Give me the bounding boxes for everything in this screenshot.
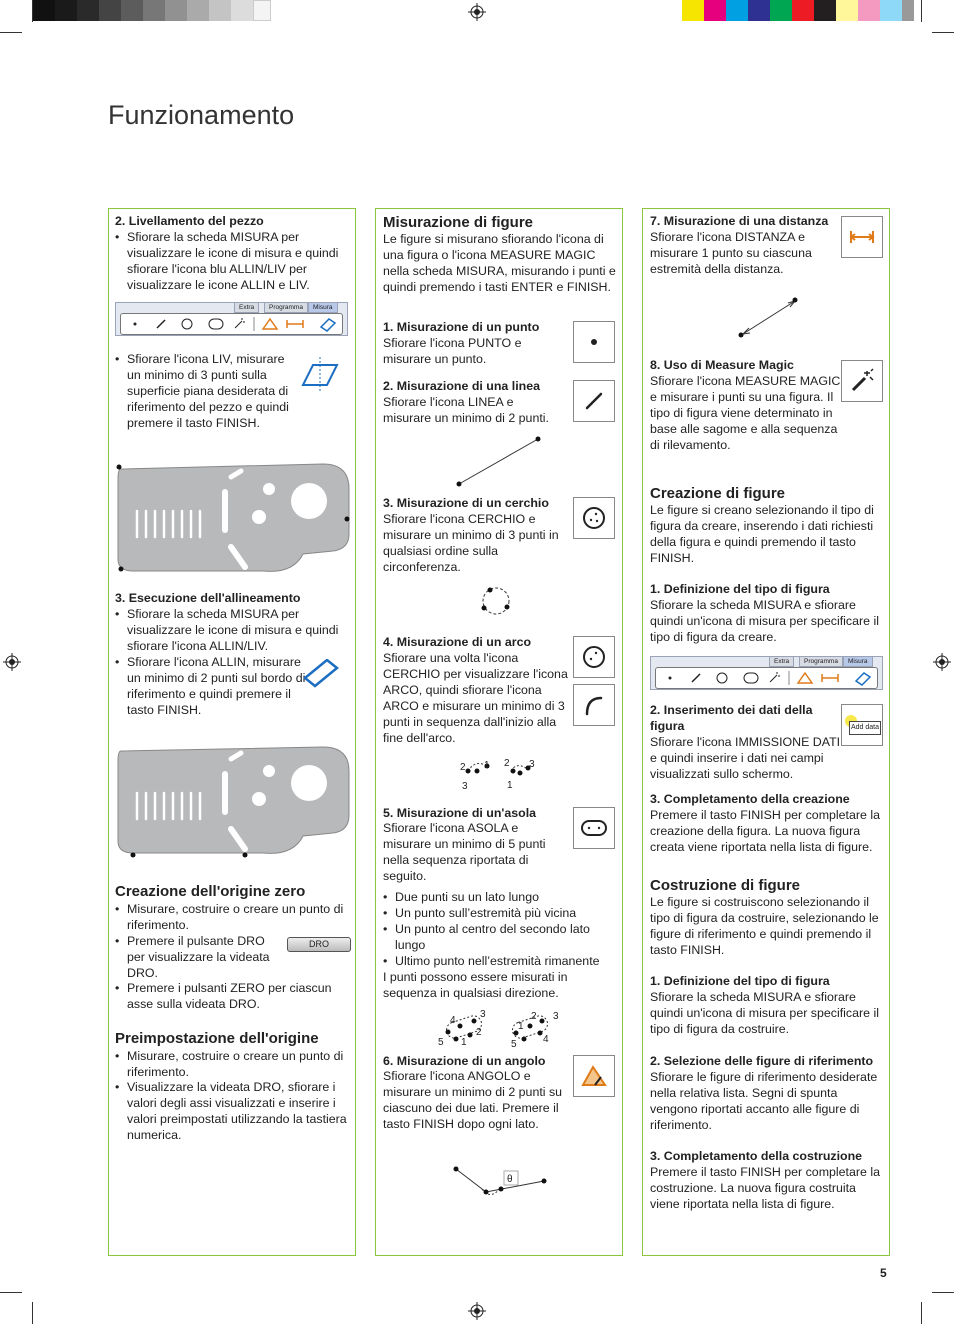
section-title: 3. Esecuzione dell'allineamento — [115, 591, 301, 605]
registration-mark-icon — [3, 653, 21, 671]
section-title: 6. Misurazione di un angolo — [383, 1054, 546, 1068]
distance-icon[interactable] — [841, 216, 883, 258]
body-text: Sfiorare l'icona MEASURE MAGIC e misurare i punti su una figura. Il tipo di figura viene determinato in base alle sagome e alla sequenza di rilevamento. — [650, 374, 841, 452]
section-heading: Costruzione di figure — [650, 877, 800, 894]
intro-text: Le figure si creano selezionando il tipo di figura da creare, inserendo i dati richiesti della figura e quindi premendo il tasto FINISH. — [650, 503, 874, 565]
point-icon — [134, 323, 137, 326]
slot-label: 4 — [543, 1034, 549, 1045]
section-title: 1. Definizione del tipo di figura — [650, 582, 830, 596]
magic-wand-icon — [235, 319, 244, 328]
body-text: Premere il tasto FINISH per completare la creazione della figura. La nuova figura creata viene riportata nella lista di figure. — [650, 808, 880, 854]
tab-misura[interactable]: Misura — [843, 656, 873, 667]
bullet-text: • Visualizzare la videata DRO, sfiorare i valori degli assi visualizzati e inserire i valori preimpostati utilizzando la tastiera numerica. — [115, 1080, 355, 1144]
tab-misura[interactable]: Misura — [308, 302, 338, 313]
slot-label: 2 — [531, 1011, 537, 1022]
align-level-icon — [321, 319, 335, 331]
distance-diagram — [733, 294, 803, 344]
circle-icon[interactable] — [573, 636, 615, 678]
arc-icon[interactable] — [573, 684, 615, 726]
arc-diagram — [456, 754, 546, 794]
angle-icon — [263, 319, 277, 329]
data-entry-icon[interactable] — [841, 704, 883, 746]
magic-wand-icon — [770, 673, 779, 682]
body-text: Sfiorare l'icona ANGOLO e misurare un minimo di 2 punti su ciascuno dei due lati. Premere il tasto FINISH dopo ogni lato. — [383, 1069, 563, 1131]
section-title: 2. Inserimento dei dati della figura — [650, 703, 813, 733]
slot-icon — [209, 319, 223, 329]
slot-label: 4 — [450, 1015, 456, 1026]
distance-icon — [822, 674, 838, 682]
bullet-text: • Un punto al centro del secondo lato lungo — [383, 922, 617, 954]
slot-label: 1 — [518, 1021, 524, 1032]
body-text: Sfiorare le figure di riferimento desiderate nella relativa lista. Segni di spunta vengono riportati accanto alle figure di riferimento. — [650, 1070, 878, 1132]
slot-label: 1 — [461, 1037, 467, 1048]
slot-label: 3 — [480, 1009, 486, 1020]
intro-text: Le figure si costruiscono selezionando il tipo di figura da costruire, selezionando le figure di riferimento e quindi premendo il tasto FINISH. — [650, 895, 879, 957]
registration-mark-icon — [933, 653, 951, 671]
angle-diagram — [446, 1159, 556, 1209]
toolbar-icons — [655, 667, 878, 689]
align-level-icon — [856, 673, 870, 685]
body-text: Sfiorare l'icona CERCHIO e misurare un minimo di 3 punti in qualsiasi ordine sulla circonferenza. — [383, 512, 559, 574]
circle-icon — [717, 673, 727, 683]
body-text: Sfiorare la scheda MISURA e sfiorare quindi un'icona di misura per specificare il tipo di figura da costruire. — [650, 990, 879, 1036]
bullet-text: • Sfiorare l'icona LIV, misurare un minimo di 3 punti sulla superficie piana desiderata di riferimento del pezzo e quindi premere il tasto FINISH. — [115, 352, 297, 432]
body-text: I punti possono essere misurati in sequenza in qualsiasi direzione. — [383, 970, 568, 1000]
line-icon — [157, 320, 165, 328]
slot-label: 3 — [553, 1011, 559, 1022]
section-title: 2. Selezione delle figure di riferimento — [650, 1054, 874, 1068]
slot-icon[interactable] — [573, 807, 615, 849]
measure-toolbar — [115, 302, 348, 336]
slot-label: 5 — [438, 1037, 444, 1048]
section-title: 1. Misurazione di un punto — [383, 320, 540, 334]
line-icon — [692, 674, 700, 682]
slot-diagram — [436, 1007, 566, 1049]
circle-diagram — [476, 586, 516, 616]
distance-icon — [287, 320, 303, 328]
arc-label: 2 — [504, 758, 510, 769]
body-text: Sfiorare l'icona PUNTO e misurare un punto. — [383, 336, 522, 366]
body-text: Premere il tasto FINISH per completare la costruzione. La nuova figura costruita viene riportata nella lista di figure. — [650, 1165, 880, 1211]
section-title: 1. Definizione del tipo di figura — [650, 974, 830, 988]
tab-extra[interactable]: Extra — [234, 302, 259, 313]
slot-label: 5 — [511, 1039, 517, 1049]
angle-icon[interactable] — [573, 1055, 615, 1097]
magic-wand-icon[interactable] — [841, 360, 883, 402]
section-heading: Creazione di figure — [650, 485, 786, 502]
body-text: Sfiorare l'icona ASOLA e misurare un minimo di 5 punti nella sequenza riportata di seguito. — [383, 821, 546, 883]
section-title: 7. Misurazione di una distanza — [650, 214, 829, 228]
bullet-text: • Misurare, costruire o creare un punto di riferimento. — [115, 902, 355, 934]
tab-extra[interactable]: Extra — [769, 656, 794, 667]
arc-label: 2 — [460, 762, 466, 773]
workpiece-drawing — [113, 743, 353, 859]
align-icon — [299, 659, 341, 689]
section-title: 2. Misurazione di una linea — [383, 379, 540, 393]
dro-button[interactable]: DRO — [287, 937, 351, 952]
line-icon[interactable] — [573, 380, 615, 422]
section-title: 2. Livellamento del pezzo — [115, 214, 264, 228]
tab-programma[interactable]: Programma — [799, 656, 843, 667]
arc-label: 1 — [484, 760, 490, 771]
bullet-text: • Sfiorare la scheda MISURA per visualizzare le icone di misura e quindi sfiorare l'icona ALLIN/LIV. — [115, 607, 355, 655]
point-icon[interactable] — [573, 321, 615, 363]
bullet-text: • Sfiorare la scheda MISURA per visualizzare le icone di misura e quindi sfiorare l'icona blu ALLIN/LIV per visualizzare le icone ALLIN e LIV. — [115, 230, 355, 294]
slot-label: 2 — [476, 1027, 482, 1038]
body-text: Sfiorare una volta l'icona CERCHIO per visualizzare l'icona ARCO, quindi sfiorare l'icona ARCO e misurare un minimo di 3 punti in sequenza dall'inizio alla fine dell'arco. — [383, 651, 568, 745]
section-title: 5. Misurazione di un'asola — [383, 806, 537, 820]
section-heading: Preimpostazione dell'origine — [115, 1030, 319, 1047]
intro-text: Le figure si misurano sfiorando l'icona di una figura o l'icona MEASURE MAGIC nella scheda MISURA, misurando i punti e quindi premendo i tasti ENTER e FINISH. — [383, 232, 616, 294]
column-measure-features — [375, 208, 623, 1256]
body-text: Sfiorare l'icona IMMISSIONE DATI e quindi inserire i dati nei campi visualizzati sullo schermo. — [650, 735, 841, 781]
bullet-text: • Premere i pulsanti ZERO per ciascun asse sulla videata DRO. — [115, 981, 355, 1013]
column-create-construct — [642, 208, 890, 1256]
tab-programma[interactable]: Programma — [264, 302, 308, 313]
workpiece-drawing — [113, 459, 353, 577]
line-diagram — [451, 434, 546, 489]
arc-label: 3 — [529, 759, 535, 770]
arc-label: 3 — [462, 781, 468, 792]
section-heading: Creazione dell'origine zero — [115, 883, 306, 900]
page-number: 5 — [880, 1266, 887, 1280]
body-text: Sfiorare l'icona LINEA e misurare un minimo di 2 punti. — [383, 395, 549, 425]
page-title: Funzionamento — [108, 100, 295, 130]
bullet-text: • Ultimo punto nell’estremità rimanente — [383, 954, 627, 970]
bullet-text: • Sfiorare l'icona ALLIN, misurare un minimo di 2 punti sul bordo di riferimento e quindi premere il tasto FINISH. — [115, 655, 307, 719]
body-text: Sfiorare la scheda MISURA e sfiorare quindi un'icona di misura per specificare il tipo di figura da creare. — [650, 598, 879, 644]
body-text: Sfiorare l'icona DISTANZA e misurare 1 punto su ciascuna estremità della distanza. — [650, 230, 812, 276]
bullet-text: • Misurare, costruire o creare un punto di riferimento. — [115, 1049, 355, 1081]
section-title: 4. Misurazione di un arco — [383, 635, 532, 649]
measure-toolbar — [650, 656, 883, 690]
arc-label: 1 — [507, 780, 513, 791]
column-levelling — [108, 208, 356, 1256]
theta-label: θ — [507, 1174, 513, 1185]
section-title: 8. Uso di Measure Magic — [650, 358, 794, 372]
section-heading: Misurazione di figure — [383, 214, 534, 231]
bullet-text: • Premere il pulsante DRO per visualizzare la videata DRO. — [115, 934, 277, 982]
section-title: 3. Completamento della creazione — [650, 792, 850, 806]
section-title: 3. Misurazione di un cerchio — [383, 496, 549, 510]
bullet-text: • Due punti su un lato lungo — [383, 890, 627, 906]
toolbar-icons — [120, 313, 343, 335]
circle-icon[interactable] — [573, 497, 615, 539]
point-icon — [669, 677, 672, 680]
section-title: 3. Completamento della costruzione — [650, 1149, 863, 1163]
bullet-text: • Un punto sull’estremità più vicina — [383, 906, 627, 922]
registration-mark-icon — [468, 1302, 486, 1320]
circle-icon — [182, 319, 192, 329]
angle-icon — [798, 673, 812, 683]
level-plane-icon — [299, 357, 341, 393]
data-entry-label: Add data — [849, 721, 881, 735]
registration-mark-icon — [468, 3, 486, 21]
slot-icon — [744, 673, 758, 683]
